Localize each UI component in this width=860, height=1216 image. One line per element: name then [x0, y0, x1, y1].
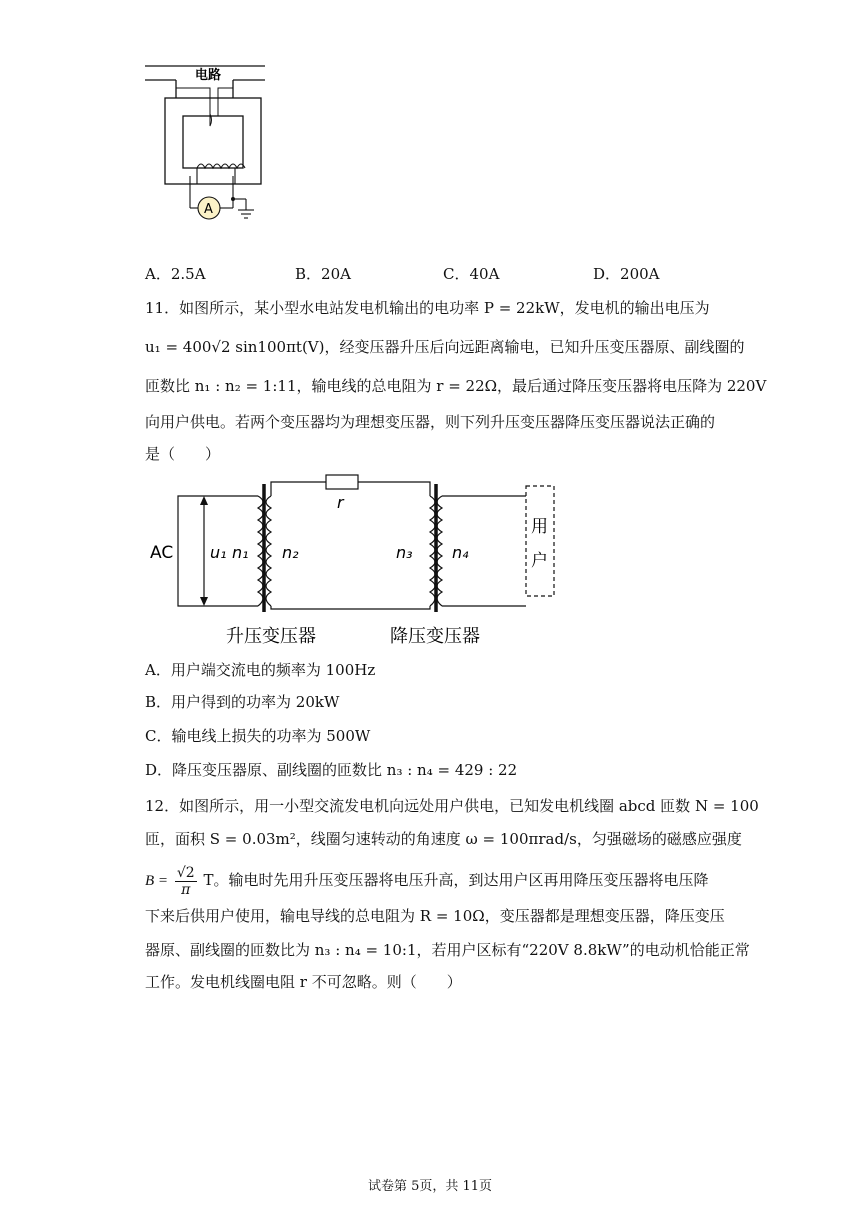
user-load-box	[526, 486, 554, 596]
secondary-coil	[197, 164, 245, 168]
label-user-top: 用	[531, 517, 548, 537]
label-user-bottom: 户	[531, 551, 548, 571]
q11-option-b: B．用户得到的功率为 20kW	[145, 693, 340, 711]
label-r: r	[337, 493, 344, 512]
q11-line-1: 11．如图所示，某小型水电站发电机输出的电功率 P = 22kW，发电机的输出电压为	[145, 299, 710, 317]
label-ac: AC	[150, 543, 174, 563]
circuit-label: 电路	[195, 68, 222, 83]
secondary-coil-n2	[266, 496, 271, 606]
q12-b-numerator: √2	[176, 864, 195, 881]
label-step-up: 升压变压器	[226, 626, 316, 647]
q12-b-fraction	[175, 865, 197, 898]
q10-option-a: A．2.5A	[145, 265, 206, 283]
q12-b-denominator: π	[181, 881, 191, 898]
q12-line-3-text: T。输电时先用升压变压器将电压升高，到达用户区再用降压变压器将电压降	[203, 871, 709, 889]
q12-line-1: 12．如图所示，用一小型交流发电机向远处用户供电，已知发电机线圈 abcd 匝数 N = 100	[145, 797, 759, 815]
q11-option-a: A．用户端交流电的频率为 100Hz	[145, 661, 376, 679]
label-u1: u₁	[210, 543, 227, 562]
transmission-figure	[148, 472, 568, 652]
label-n1: n₁	[232, 543, 249, 562]
ammeter-label: A	[204, 202, 213, 217]
q11-line-5: 是（ ）	[145, 445, 221, 463]
q10-option-d: D．200A	[593, 265, 660, 283]
q12-line-2: 匝，面积 S = 0.03m²，线圈匀速转动的角速度 ω = 100πrad/s，匀强磁场的磁感应强度	[145, 830, 742, 848]
label-n3: n₃	[396, 543, 413, 562]
q12-line-3	[145, 860, 708, 900]
page-footer: 试卷第 5页，共 11页	[367, 1179, 493, 1194]
q10-option-b: B．20A	[295, 265, 351, 283]
current-transformer-figure	[140, 58, 270, 228]
q11-line-3: 匝数比 n₁ : n₂ = 1:11，输电线的总电阻为 r = 22Ω，最后通过降压变压器将电压降为 220V	[145, 377, 767, 395]
q11-option-d: D．降压变压器原、副线圈的匝数比 n₃ : n₄ = 429 : 22	[145, 761, 518, 779]
q12-line-4: 下来后供用户使用，输电导线的总电阻为 R = 10Ω，变压器都是理想变压器，降压变压	[145, 907, 725, 925]
q11-option-c: C．输电线上损失的功率为 500W	[145, 727, 371, 745]
label-n4: n₄	[452, 543, 469, 562]
q12-line-6: 工作。发电机线圈电阻 r 不可忽略。则（ ）	[145, 973, 462, 991]
q12-b-label: B =	[145, 873, 169, 889]
q12-line-5: 器原、副线圈的匝数比为 n₃ : n₄ = 10:1，若用户区标有“220V 8.8kW”的电动机恰能正常	[145, 941, 750, 959]
label-n2: n₂	[282, 543, 299, 562]
label-step-down: 降压变压器	[390, 626, 480, 647]
q11-line-2: u₁ = 400√2 sin100πt(V)，经变压器升压后向远距离输电，已知升压变压器原、副线圈的	[145, 338, 745, 356]
q10-option-c: C．40A	[443, 265, 500, 283]
line-resistor	[326, 475, 358, 489]
q11-line-4: 向用户供电。若两个变压器均为理想变压器，则下列升压变压器降压变压器说法正确的	[145, 413, 716, 431]
